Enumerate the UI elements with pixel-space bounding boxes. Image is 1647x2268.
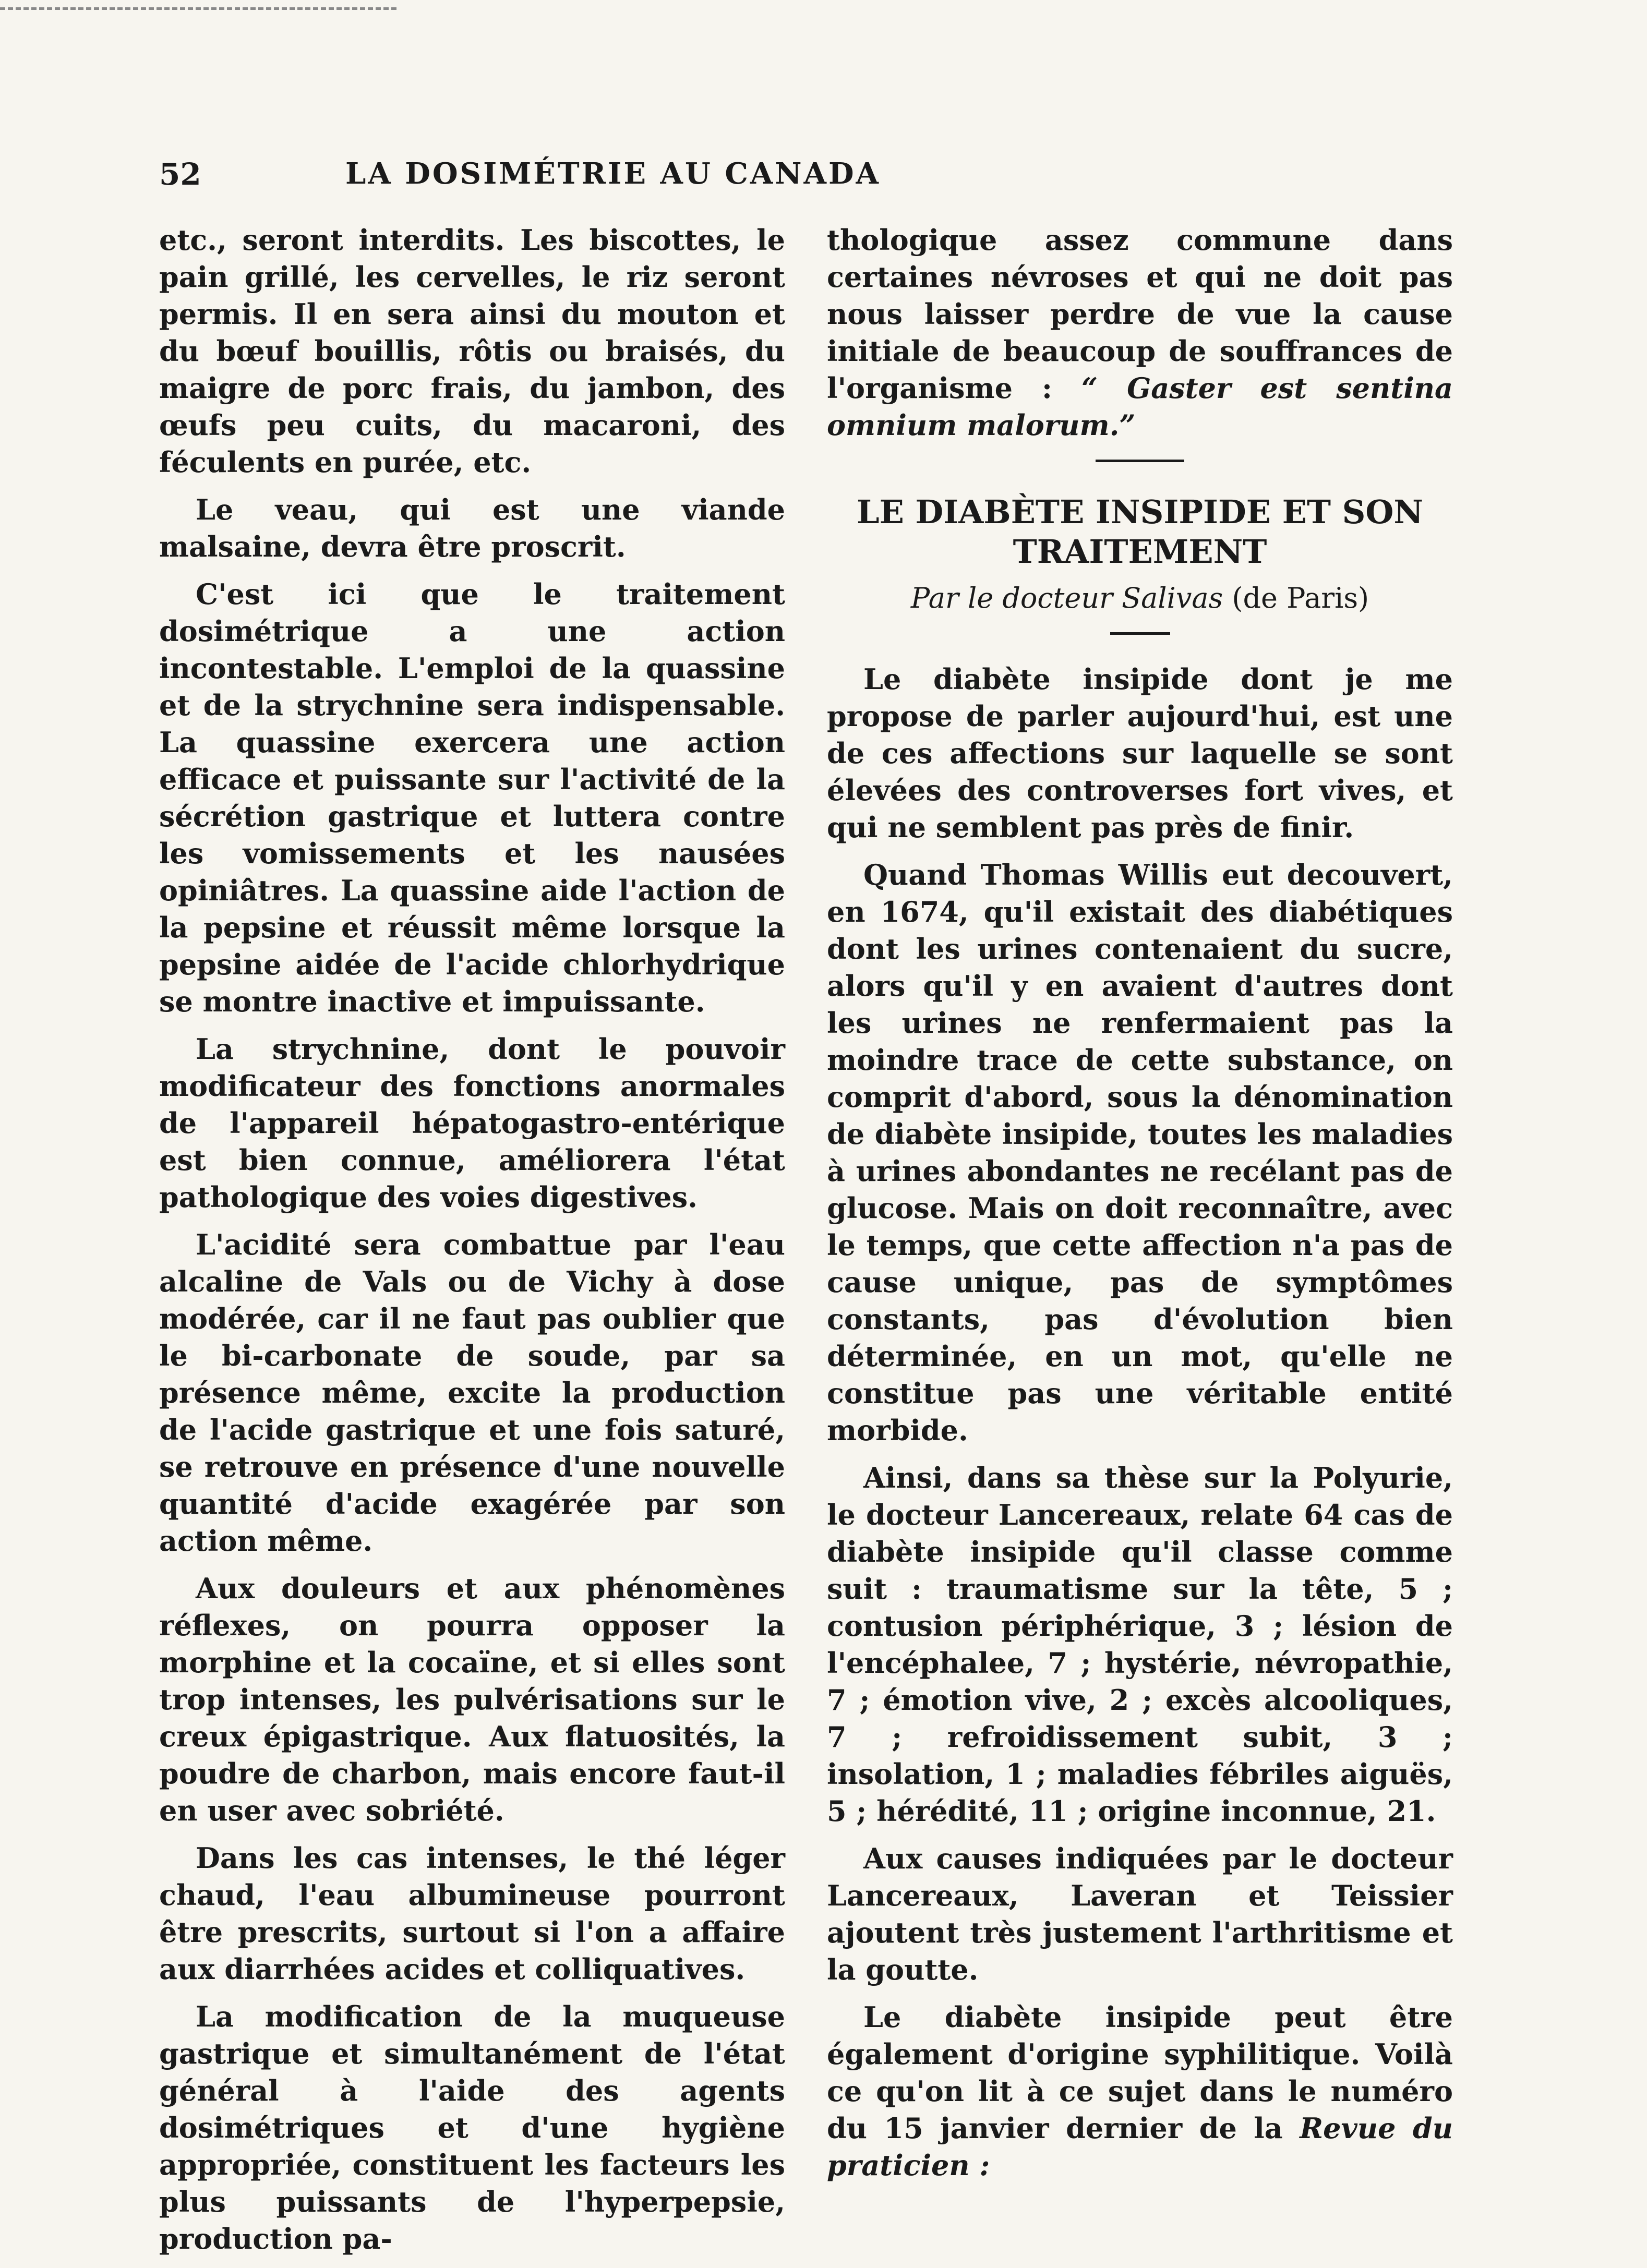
paragraph-text: Le diabète insipide peut être également d'origine syphilitique. Voilà ce qu'on lit à ce sujet dans le numéro du 15 janvier dernier de la bbox=[827, 2000, 1453, 2145]
paragraph: Le veau, qui est une viande malsaine, devra être proscrit. bbox=[159, 493, 785, 563]
paragraph: Le diabète insipide dont je me propose de parler aujourd'hui, est une de ces affections sur laquelle se sont élevées des controverses fort vives, et qui ne semblent pas près de finir. bbox=[827, 662, 1453, 844]
continuation-text: thologique assez commune dans certaines névroses et qui ne doit pas nous laisser perdre de vue la cause initiale de beaucoup de souffrances de l'organisme : bbox=[827, 223, 1453, 405]
continuation-paragraph bbox=[827, 222, 1453, 444]
paragraph: Ainsi, dans sa thèse sur la Polyurie, le docteur Lancereaux, relate 64 cas de diabète insipide qu'il classe comme suit : traumatisme sur la tête, 5 ; contusion périphérique, 3 ; lésion de l'encéphalee, 7 ; hystérie, névropathie, 7 ; émotion vive, 2 ; excès alcooliques, 7 ; refroidissement subit, 3 ; insolation, 1 ; maladies fébriles aiguës, 5 ; hérédité, 11 ; origine inconnue, 21. bbox=[827, 1461, 1453, 1828]
paragraph: C'est ici que le traitement dosimétrique a une action incontestable. L'emploi de la quassine et de la strychnine sera indispensable. La quassine exercera une action efficace et puissante sur l'activité de la sécrétion gastrique et luttera contre les vomissements et les nausées opiniâtres. La quassine aide l'action de la pepsine et réussit même lorsque la pepsine aidée de l'acide chlorhydrique se montre inactive et impuissante. bbox=[159, 577, 785, 1018]
right-column bbox=[827, 222, 1453, 2194]
journal-title: Revue du praticien : bbox=[827, 2112, 1453, 2182]
paragraph: L'acidité sera combattue par l'eau alcaline de Vals ou de Vichy à dose modérée, car il ne faut pas oublier que le bi-carbonate de soude, par sa présence même, excite la production de l'acide gastrique et une fois saturé, se retrouve en présence d'une nouvelle quantité d'acide exagérée par son action même. bbox=[159, 1228, 785, 1558]
byline-location: (de Paris) bbox=[1223, 582, 1369, 614]
page-header bbox=[159, 156, 1067, 193]
paragraph: etc., seront interdits. Les biscottes, le pain grillé, les cervelles, le riz seront permis. Il en sera ainsi du mouton et du bœuf bouillis, rôtis ou braisés, du maigre de porc frais, du jambon, des œufs peu cuits, du macaroni, des féculents en purée, etc. bbox=[159, 223, 785, 479]
title-divider bbox=[1110, 632, 1170, 635]
paragraph: Dans les cas intenses, le thé léger chaud, l'eau albumineuse pourront être prescrits, surtout si l'on a affaire aux diarrhées acides et colliquatives. bbox=[159, 1841, 785, 1986]
paragraph bbox=[827, 1999, 1453, 2184]
article-title: LE DIABÈTE INSIPIDE ET SON TRAITEMENT bbox=[856, 493, 1424, 571]
byline-author: Par le docteur Salivas bbox=[910, 582, 1223, 614]
running-title: LA DOSIMÉTRIE AU CANADA bbox=[345, 156, 881, 191]
scan-edge-artifact bbox=[0, 7, 396, 10]
page-number: 52 bbox=[159, 156, 201, 192]
paragraph: Aux causes indiquées par le docteur Lancereaux, Laveran et Teissier ajoutent très justement l'arthritisme et la goutte. bbox=[827, 1842, 1453, 1986]
latin-quote: “ Gaster est sentina omnium malorum.” bbox=[827, 371, 1453, 442]
paragraph: La strychnine, dont le pouvoir modificateur des fonctions anormales de l'appareil hépatogastro-entérique est bien connue, améliorera l'état pathologique des voies digestives. bbox=[159, 1032, 785, 1214]
section-divider bbox=[1096, 460, 1184, 462]
paragraph: Quand Thomas Willis eut decouvert, en 1674, qu'il existait des diabétiques dont les urines contenaient du sucre, alors qu'il y en avaient d'autres dont les urines ne renfermaient pas la moindre trace de cette substance, on comprit d'abord, sous la dénomination de diabète insipide, toutes les maladies à urines abondantes ne recélant pas de glucose. Mais on doit reconnaître, avec le temps, que cette affection n'a pas de cause unique, pas de symptômes constants, pas d'évolution bien déterminée, en un mot, qu'elle ne constitue pas une véritable entité morbide. bbox=[827, 858, 1453, 1447]
left-column bbox=[159, 222, 785, 2268]
paragraph: Aux douleurs et aux phénomènes réflexes, on pourra opposer la morphine et la cocaïne, et si elles sont trop intenses, les pulvérisations sur le creux épigastrique. Aux flatuosités, la poudre de charbon, mais encore faut-il en user avec sobriété. bbox=[159, 1572, 785, 1827]
paragraph: La modification de la muqueuse gastrique et simultanément de l'état général à l'aide des agents dosimétriques et d'une hygiène appropriée, constituent les facteurs les plus puissants de l'hyperpepsie, production pa- bbox=[159, 2000, 785, 2255]
byline bbox=[827, 580, 1453, 617]
